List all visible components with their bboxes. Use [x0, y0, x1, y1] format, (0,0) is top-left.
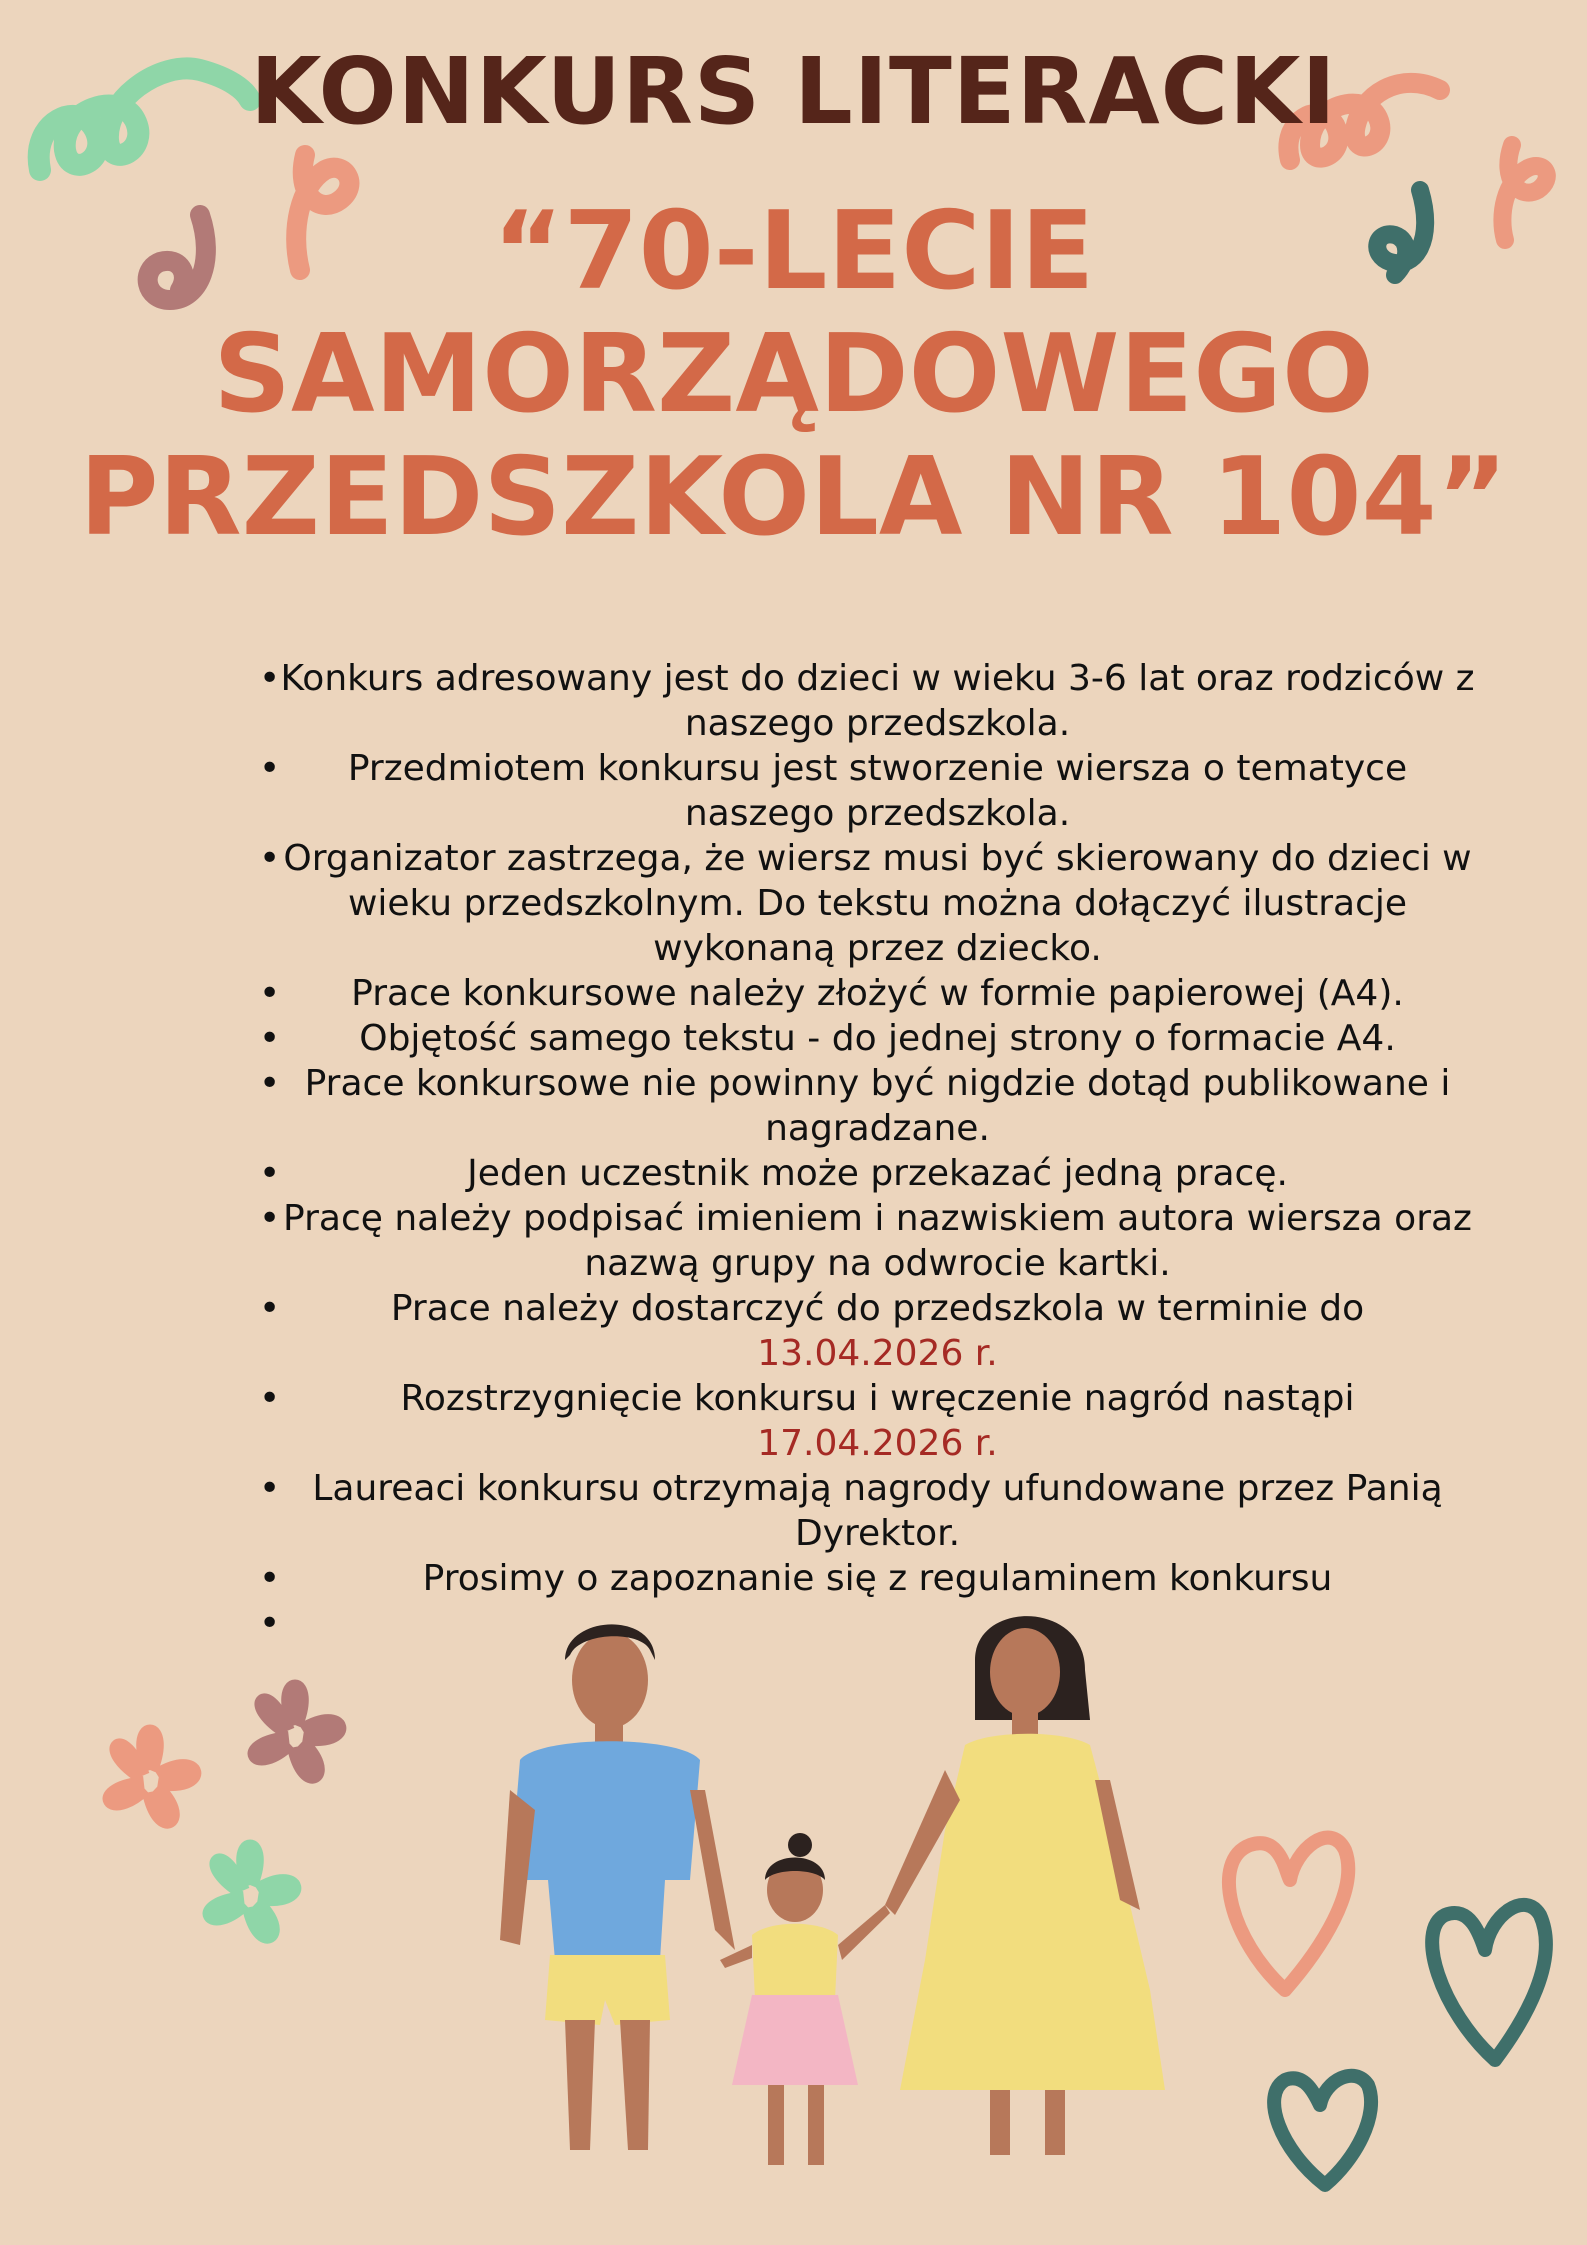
- family-illustration-icon: [500, 1616, 1165, 2165]
- bullet-icon: •: [259, 1558, 281, 1599]
- flower-icon: [256, 1688, 339, 1776]
- rule-text: Prace konkursowe należy złożyć w formie papierowej (A4).: [351, 973, 1404, 1014]
- bullet-icon: •: [259, 1288, 281, 1329]
- bullet-icon: •: [259, 1063, 281, 1104]
- subtitle-line: PRZEDSZKOLA NR 104”: [79, 435, 1508, 560]
- rule-item: [245, 1016, 1480, 1061]
- rule-item: [245, 971, 1480, 1016]
- rule-text: Prosimy o zapoznanie się z regulaminem konkursu: [422, 1558, 1333, 1599]
- child-figure: [720, 1833, 890, 2165]
- mother-figure: [885, 1616, 1165, 2155]
- rule-text: Jeden uczestnik może przekazać jedną pracę.: [467, 1153, 1288, 1194]
- rule-text: Prace konkursowe nie powinny być nigdzie dotąd publikowane i nagradzane.: [304, 1063, 1451, 1149]
- bullet-icon: •: [259, 658, 281, 699]
- rule-text: Konkurs adresowany jest do dzieci w wieku 3-6 lat oraz rodziców z naszego przedszkola.: [280, 658, 1475, 744]
- bullet-icon: •: [259, 1378, 281, 1419]
- rule-text: Laureaci konkursu otrzymają nagrody ufundowane przez Panią Dyrektor.: [312, 1468, 1443, 1554]
- subtitle-line: SAMORZĄDOWEGO: [213, 312, 1374, 437]
- rule-text: Objętość samego tekstu - do jednej strony o formacie A4.: [359, 1018, 1396, 1059]
- rules-list: [245, 656, 1480, 1601]
- rule-item: [245, 1196, 1480, 1286]
- contest-subtitle: [0, 190, 1587, 559]
- bullet-icon: •: [259, 1468, 281, 1509]
- rule-item: [245, 1061, 1480, 1151]
- rule-text: Organizator zastrzega, że wiersz musi być skierowany do dzieci w wieku przedszkolnym. Do tekstu można dołączyć ilustracje wykonaną przez dziecko.: [283, 838, 1472, 969]
- flower-icon: [111, 1733, 194, 1821]
- bullet-icon: •: [259, 1603, 281, 1644]
- rule-item: [245, 746, 1480, 836]
- heart-icon: [1432, 1905, 1546, 2060]
- deadline-date: 13.04.2026 r.: [757, 1333, 998, 1374]
- rule-item: [245, 1466, 1480, 1556]
- rule-item: [245, 656, 1480, 746]
- results-date: 17.04.2026 r.: [757, 1423, 998, 1464]
- flower-icon: [211, 1848, 294, 1936]
- bullet-icon: •: [259, 1153, 281, 1194]
- heart-icon: [1274, 2076, 1371, 2185]
- rule-item: [245, 1556, 1480, 1601]
- bullet-icon: •: [259, 1018, 281, 1059]
- bullet-icon: •: [259, 838, 281, 879]
- rule-text: Pracę należy podpisać imieniem i nazwiskiem autora wiersza oraz nazwą grupy na odwrocie kartki.: [283, 1198, 1472, 1284]
- rule-item: [245, 836, 1480, 971]
- rule-text: Prace należy dostarczyć do przedszkola w terminie do: [390, 1288, 1365, 1329]
- rule-item: [245, 1376, 1480, 1466]
- rule-text: Rozstrzygnięcie konkursu i wręczenie nagród nastąpi: [400, 1378, 1355, 1419]
- bullet-icon: •: [259, 748, 281, 789]
- rule-text: Przedmiotem konkursu jest stworzenie wiersza o tematyce naszego przedszkola.: [347, 748, 1408, 834]
- rule-item: [245, 1286, 1480, 1376]
- bullet-icon: •: [259, 973, 281, 1014]
- heart-icon: [1229, 1838, 1348, 1990]
- bullet-icon: •: [259, 1198, 281, 1239]
- father-figure: [500, 1624, 735, 2150]
- rule-item: [245, 1151, 1480, 1196]
- contest-title: KONKURS LITERACKI: [250, 38, 1337, 145]
- subtitle-line: “70-LECIE: [492, 189, 1095, 314]
